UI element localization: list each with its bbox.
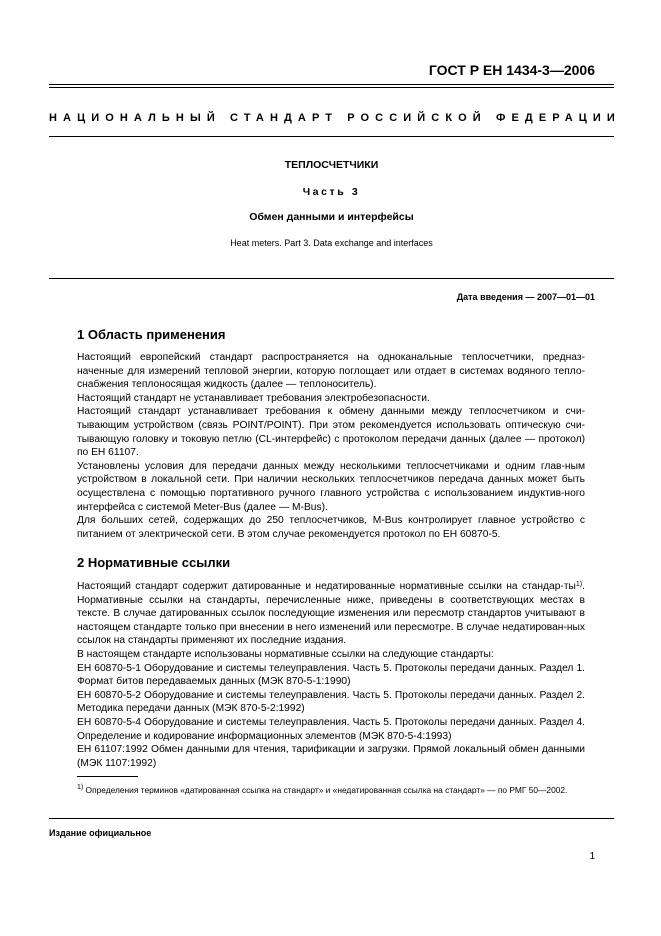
section-2-p1-start: Настоящий стандарт содержит датированные и недатированные нормативные ссылки на стандар-ты bbox=[77, 581, 576, 592]
normative-reference: ЕН 61107:1992 Обмен данными для чтения, тарификации и загрузки. Прямой локальный обмен данными (МЭК 1107:1992) bbox=[77, 744, 585, 769]
document-part: Часть 3 bbox=[302, 186, 361, 198]
standard-banner: НАЦИОНАЛЬНЫЙ СТАНДАРТ РОССИЙСКОЙ ФЕДЕРАЦИИ bbox=[49, 112, 621, 124]
english-title: Heat meters. Part 3. Data exchange and interfaces bbox=[230, 238, 433, 248]
introduction-date: Дата введения — 2007—01—01 bbox=[456, 292, 595, 302]
page-number: 1 bbox=[589, 851, 595, 862]
section-2-heading: 2 Нормативные ссылки bbox=[77, 555, 231, 570]
footnote-mark: 1) bbox=[77, 784, 84, 791]
banner-rule bbox=[49, 136, 614, 137]
footnote bbox=[77, 784, 585, 797]
document-title: ТЕПЛОСЧЕТЧИКИ bbox=[284, 159, 379, 171]
section-1-paragraph: Установлены условия для передачи данных между несколькими теплосчетчиками и одним глав-ным устройством в локальной сети. При наличии нескольких теплосчетчиков передача данных может быть осуществлена с помощью портативного ручного главного устройства с использованием индуктив-ного интерфейса с системой Meter-Bus (далее — M-Bus). bbox=[77, 460, 585, 513]
date-rule bbox=[49, 278, 614, 279]
section-1-paragraph: Настоящий европейский стандарт распространяется на одноканальные теплосчетчики, предназ-наченные для измерений тепловой энергии, которую поглощает или отдает в системах водяного тепло-снабжения теплоносящая жидкость (далее — теплоноситель). bbox=[77, 352, 585, 391]
section-2-p1-end: . Нормативные ссылки на стандарты, перечисленные ниже, приведены в соответствующих местах в тексте. В случае датированных ссылок последующие изменения или пересмотр стандартов учитывают в настоящем стандарте только при внесении в него изменений или пересмотре. В случае недатирован-ных ссылок на стандарты применяют их последние издания. bbox=[77, 581, 585, 647]
normative-reference: ЕН 60870-5-1 Оборудование и системы телеуправления. Часть 5. Протоколы передачи данных. Раздел 1. Формат битов передаваемых данных (МЭК 870-5-1:1990) bbox=[77, 662, 585, 688]
footnote-reference: 1) bbox=[575, 581, 583, 588]
footer-rule bbox=[49, 818, 614, 819]
document-code: ГОСТ Р ЕН 1434-3—2006 bbox=[428, 62, 595, 78]
footnote-rule bbox=[77, 776, 138, 777]
section-2-paragraph: В настоящем стандарте использованы нормативные ссылки на следующие стандарты: bbox=[77, 648, 494, 660]
edition-label: Издание официальное bbox=[49, 828, 152, 838]
section-1-heading: 1 Область применения bbox=[77, 327, 226, 342]
header-rule-top bbox=[49, 84, 614, 85]
section-1-paragraph: Настоящий стандарт устанавливает требования к обмену данными между теплосчетчиком и счи-тывающим устройством (связь POINT/POINT). При этом рекомендуется использовать оптическую счи-тывающую головку и токовую петлю (CL-интерфейс) с протоколом передачи данных (далее — протокол) по ЕН 61107. bbox=[77, 406, 585, 459]
section-1-paragraph: Для больших сетей, содержащих до 250 теплосчетчиков, M-Bus контролирует главное устройство с питанием от электрической сети. В этом случае рекомендуется протокол по ЕН 60870-5. bbox=[77, 515, 585, 540]
section-2-paragraph bbox=[77, 580, 585, 648]
header-rule-bottom bbox=[49, 87, 614, 88]
normative-reference: ЕН 60870-5-4 Оборудование и системы телеуправления. Часть 5. Протоколы передачи данных. Раздел 4. Определение и кодирование информационных элементов (МЭК 870-5-4:1993) bbox=[77, 716, 585, 742]
section-1-paragraph: Настоящий стандарт не устанавливает требования электробезопасности. bbox=[77, 392, 430, 404]
section-2-body bbox=[77, 580, 585, 770]
section-1-body bbox=[77, 351, 585, 541]
footnote-text: Определения терминов «датированная ссылка на стандарт» и «недатированная ссылка на стандарт» — по РМГ 50—2002. bbox=[83, 785, 568, 795]
normative-reference: ЕН 60870-5-2 Оборудование и системы телеуправления. Часть 5. Протоколы передачи данных. Раздел 2. Методика передачи данных (МЭК 870-5-2:1992) bbox=[77, 689, 585, 715]
document-subtitle: Обмен данными и интерфейсы bbox=[249, 211, 414, 223]
